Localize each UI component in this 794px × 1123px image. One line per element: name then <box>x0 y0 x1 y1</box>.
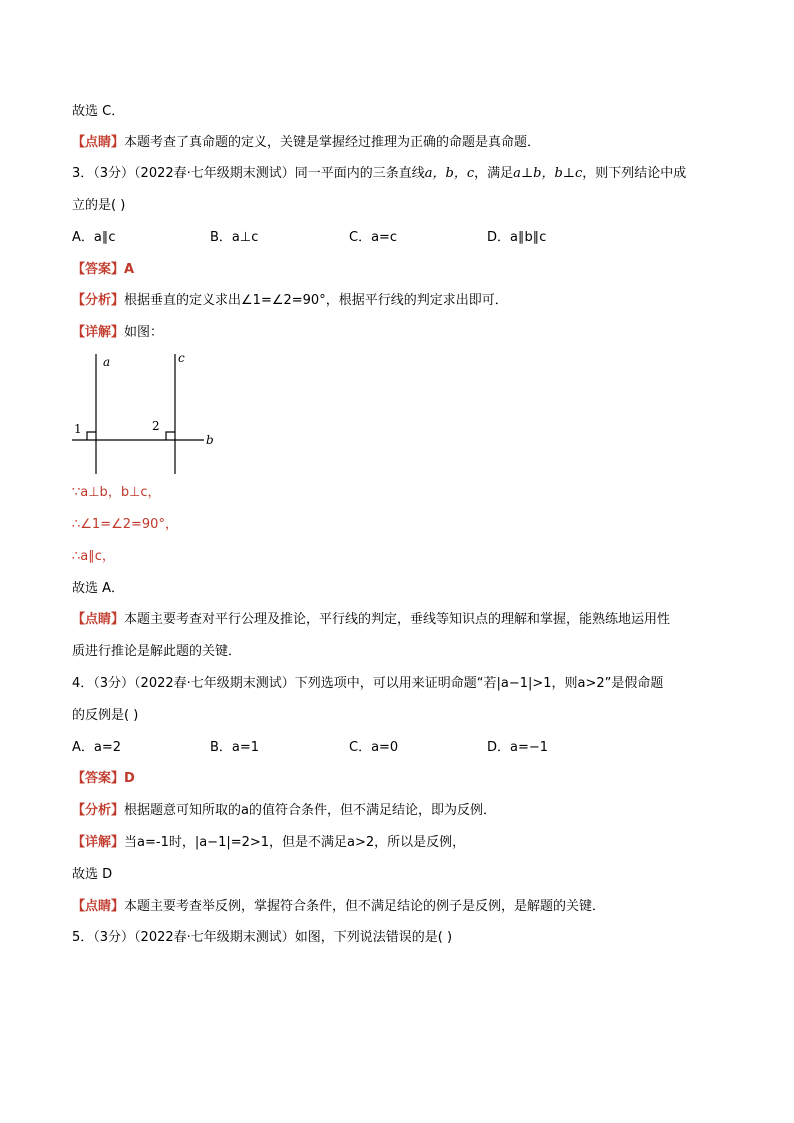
q4-answer <box>72 771 135 787</box>
comment-text: 本题主要考查对平行公理及推论，平行线的判定，垂线等知识点的理解和掌握，能熟练地运用性 <box>124 612 671 627</box>
perpendicular-lines-figure <box>68 346 228 476</box>
label-1: 1 <box>74 422 82 436</box>
answer-value: A <box>124 262 135 277</box>
label-a: a <box>103 355 111 369</box>
q3-option-d: D．a∥b∥c <box>487 230 547 245</box>
right-angle-mark-1 <box>87 432 96 440</box>
q3-stem-part3: ，则下列结论中成 <box>582 166 687 181</box>
comment-line <box>72 135 540 151</box>
comment-tag: 【点睛】 <box>72 135 125 150</box>
question-4-stem-cont: 的反例是( ) <box>72 708 139 723</box>
proof-step-1: ∵a⊥b，b⊥c， <box>72 485 161 500</box>
detail-text: 当a=-1时，|a−1|=2>1，但是不满足a>2，所以是反例， <box>124 835 466 850</box>
analysis-tag: 【分析】 <box>72 803 125 818</box>
label-b: b <box>206 433 214 447</box>
answer-tag: 【答案】 <box>72 771 125 786</box>
question-3-stem-cont: 立的是( ) <box>72 198 126 213</box>
q4-comment <box>72 899 605 915</box>
analysis-tag: 【分析】 <box>72 293 125 308</box>
q3-comment-cont: 质进行推论是解此题的关键． <box>72 644 242 659</box>
q3-selection: 故选 A． <box>72 581 125 596</box>
comment-tag: 【点睛】 <box>72 899 125 914</box>
q3-stem-part1: 3．（3分）（2022春·七年级期末测试）同一平面内的三条直线 <box>72 166 425 181</box>
analysis-text: 根据题意可知所取的a的值符合条件，但不满足结论，即为反例． <box>124 803 496 818</box>
analysis-text: 根据垂直的定义求出∠1=∠2=90°，根据平行线的判定求出即可． <box>124 293 508 308</box>
answer-value: D <box>124 771 135 786</box>
proof-step-2: ∴∠1=∠2=90°， <box>72 517 178 532</box>
q3-detail <box>72 325 163 341</box>
q4-option-a: A．a=2 <box>72 740 122 755</box>
q3-option-b: B．a⊥c <box>210 230 259 245</box>
detail-tag: 【详解】 <box>72 835 125 850</box>
q3-option-a: A．a∥c <box>72 230 116 245</box>
q3-stem-part2: ，满足 <box>474 166 514 181</box>
conclusion-line: 故选 C． <box>72 104 125 119</box>
detail-tag: 【详解】 <box>72 325 125 340</box>
q4-option-c: C．a=0 <box>349 740 399 755</box>
q4-detail <box>72 835 465 851</box>
q4-option-d: D．a=−1 <box>487 740 549 755</box>
q3-answer <box>72 262 134 278</box>
q3-analysis <box>72 293 508 309</box>
q4-selection: 故选 D <box>72 867 113 882</box>
question-4-stem: 4．（3分）（2022春·七年级期末测试）下列选项中，可以用来证明命题“若|a−1|>1，则a>2”是假命题 <box>72 676 664 691</box>
q3-option-c: C．a=c <box>349 230 398 245</box>
question-5-stem: 5．（3分）（2022春·七年级期末测试）如图，下列说法错误的是( ) <box>72 930 453 945</box>
answer-tag: 【答案】 <box>72 262 125 277</box>
q3-comment <box>72 612 670 628</box>
q3-vars: a，b，c <box>424 166 475 181</box>
comment-text: 本题考查了真命题的定义，关键是掌握经过推理为正确的命题是真命题． <box>124 135 541 150</box>
q4-analysis <box>72 803 496 819</box>
label-2: 2 <box>152 419 160 433</box>
comment-text: 本题主要考查举反例，掌握符合条件，但不满足结论的例子是反例，是解题的关键． <box>124 899 606 914</box>
label-c: c <box>178 351 185 365</box>
detail-text: 如图： <box>124 325 164 340</box>
q3-condition: a⊥b，b⊥c <box>513 166 583 181</box>
q4-option-b: B．a=1 <box>210 740 260 755</box>
right-angle-mark-2 <box>166 432 175 440</box>
question-3-stem <box>72 166 686 182</box>
proof-step-3: ∴a∥c， <box>72 549 115 564</box>
comment-tag: 【点睛】 <box>72 612 125 627</box>
